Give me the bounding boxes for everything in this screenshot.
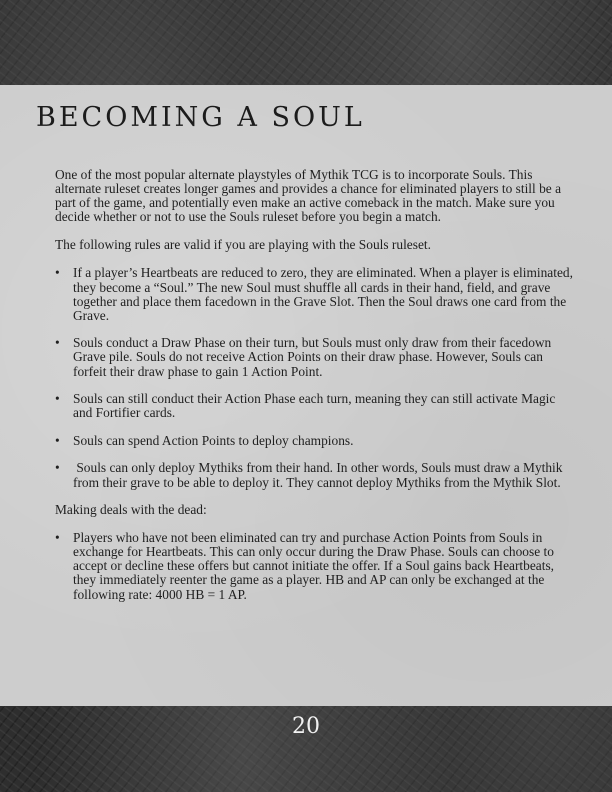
rule-item — [55, 461, 575, 489]
rules-intro: The following rules are valid if you are playing with the Souls ruleset. — [55, 237, 431, 253]
bullet-icon: • — [55, 335, 60, 351]
deal-text: Players who have not been eliminated can try and purchase Action Points from Souls in exchange for Heartbeats. This can only occur during the Draw Phase. Souls can choose to accept or decline these offers but cannot initiate the offer. If a Soul gains back Heartbeats, they immediately reenter the game as a player. HB and AP can only be exchanged at the following rate: 4000 HB = 1 AP. — [73, 530, 555, 602]
rule-text: Souls can still conduct their Action Phase each turn, meaning they can still activate Magic and Fortifier cards. — [73, 391, 556, 421]
rule-text: Souls can only deploy Mythiks from their hand. In other words, Souls must draw a Mythik from their grave to be able to deploy it. They cannot deploy Mythiks from the Mythik Slot. — [73, 460, 566, 490]
deals-list — [55, 531, 575, 601]
rule-text: Souls conduct a Draw Phase on their turn, but Souls must only draw from their facedown Grave pile. Souls do not receive Action Points on their draw phase. However, Souls can forfeit their draw phase to gain 1 Action Point. — [73, 335, 552, 379]
rule-text: Souls can spend Action Points to deploy champions. — [73, 432, 354, 448]
rule-item — [55, 392, 575, 420]
deal-item — [55, 531, 575, 601]
rule-item — [55, 266, 575, 322]
rule-text: If a player’s Heartbeats are reduced to zero, they are eliminated. When a player is eliminated, they become a “Soul.” The new Soul must shuffle all cards in their hand, field, and grave together and place them facedown in the Grave Slot. Then the Soul draws one card from the Grave. — [73, 265, 573, 323]
bullet-icon: • — [55, 265, 60, 281]
bullet-icon: • — [55, 460, 60, 476]
rule-item — [55, 434, 575, 448]
bullet-icon: • — [55, 391, 60, 407]
deals-heading: Making deals with the dead: — [55, 502, 207, 518]
bullet-icon: • — [55, 432, 60, 448]
rule-item — [55, 336, 575, 378]
page-number: 20 — [292, 714, 320, 739]
rules-list — [55, 266, 575, 489]
page-content — [55, 168, 575, 615]
intro-paragraph: One of the most popular alternate playstyles of Mythik TCG is to incorporate Souls. This alternate ruleset creates longer games and provides a chance for eliminated players to still be a part of the game, and potentially even make an active comeback in the match. Make sure you decide whether or not to use the Souls ruleset before you begin a match. — [55, 167, 562, 225]
page-title: BECOMING A SOUL — [36, 102, 365, 133]
bullet-icon: • — [55, 530, 60, 546]
